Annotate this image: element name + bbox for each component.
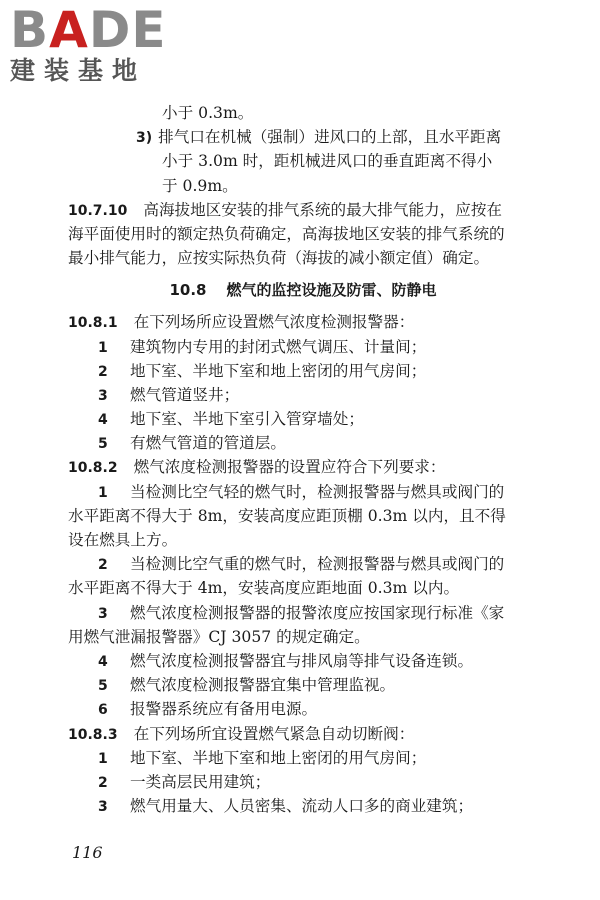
text-line: 于 0.9m。 [162, 176, 238, 195]
list-item: 6 报警器系统应有备用电源。 [98, 700, 318, 719]
clause-10-8-3: 10.8.3 在下列场所宜设置燃气紧急自动切断阀： [68, 724, 415, 743]
clause-10-8-2: 10.8.2 燃气浓度检测报警器的设置应符合下列要求： [68, 458, 446, 477]
list-item: 1 建筑物内专用的封闭式燃气调压、计量间； [98, 337, 427, 356]
text-line: 用燃气泄漏报警器》CJ 3057 的规定确定。 [68, 627, 370, 646]
list-item: 3 燃气用量大、人员密集、流动人口多的商业建筑； [98, 797, 474, 816]
list-item: 3 燃气浓度检测报警器的报警浓度应按国家现行标准《家 [98, 603, 505, 622]
list-item: 1 当检测比空气轻的燃气时，检测报警器与燃具或阀门的 [98, 482, 505, 501]
logo-brand: BADE [10, 1, 167, 59]
list-item: 2 当检测比空气重的燃气时，检测报警器与燃具或阀门的 [98, 555, 505, 574]
list-item: 4 地下室、半地下室引入管穿墙处； [98, 410, 364, 429]
page-number: 116 [72, 843, 103, 862]
list-item: 3 燃气管道竖井； [98, 385, 240, 404]
list-item: 4 燃气浓度检测报警器宜与排风扇等排气设备连锁。 [98, 651, 474, 670]
document-body [68, 101, 538, 818]
text-line: 水平距离不得大于 4m，安装高度应距地面 0.3m 以内。 [68, 579, 460, 598]
list-item: 2 地下室、半地下室和地上密闭的用气房间； [98, 361, 427, 380]
text-line: 设在燃具上方。 [68, 531, 178, 549]
list-item: 5 有燃气管道的管道层。 [98, 434, 286, 453]
section-heading: 10.8 燃气的监控设施及防雷、防静电 [169, 281, 437, 300]
list-item: 1 地下室、半地下室和地上密闭的用气房间； [98, 748, 427, 767]
clause-10-7-10: 10.7.10 高海拔地区安装的排气系统的最大排气能力，应按在 [68, 200, 503, 219]
list-item: 2 一类高层民用建筑； [98, 772, 271, 791]
text-line: 3) 排气口在机械（强制）进风口的上部，且水平距离 [136, 128, 502, 147]
text-line: 水平距离不得大于 8m，安装高度应距顶棚 0.3m 以内，且不得 [68, 506, 506, 525]
text-line: 小于 0.3m。 [162, 104, 254, 122]
logo-subtitle: 建装基地 [10, 56, 147, 85]
bade-logo [10, 1, 180, 86]
text-line: 小于 3.0m 时，距机械进风口的垂直距离不得小 [162, 152, 493, 171]
text-line: 最小排气能力，应按实际热负荷（海拔的减小额定值）确定。 [68, 249, 490, 268]
list-item: 5 燃气浓度检测报警器宜集中管理监视。 [98, 676, 396, 695]
clause-10-8-1: 10.8.1 在下列场所应设置燃气浓度检测报警器： [68, 313, 415, 332]
text-line: 海平面使用时的额定热负荷确定，高海拔地区安装的排气系统的 [68, 224, 505, 243]
